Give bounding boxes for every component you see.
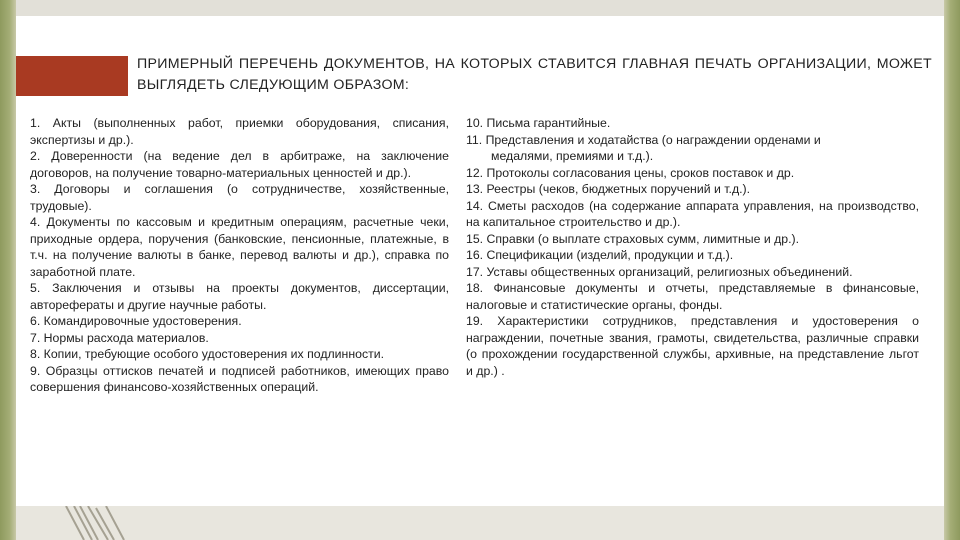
list-item: 5. Заключения и отзывы на проекты документов, диссертации, авторефераты и другие научные работы. xyxy=(30,281,449,312)
diagonal-lines-decoration xyxy=(16,506,944,540)
list-item: 13. Реестры (чеков, бюджетных поручений и т.д.). xyxy=(466,182,751,196)
list-item: 17. Уставы общественных организаций, религиозных объединений. xyxy=(466,264,853,279)
list-item: 14. Сметы расходов (на содержание аппарата управления, на производство, на капитальное строительство и др.). xyxy=(466,198,919,229)
left-frame-decoration xyxy=(0,0,16,540)
title-accent-bar xyxy=(16,56,128,96)
list-item: 8. Копии, требующие особого удостоверения их подлинности. xyxy=(30,347,385,361)
list-item: 4. Документы по кассовым и кредитным операциям, расчетные чеки, приходные ордера, поручения (банковские, пенсионные, платежные, в т.ч. на получение валюты в банке, перевод валюты и др.), справка по заработной плате. xyxy=(30,215,449,279)
list-item-continuation: медалями, премиями и т.д.). xyxy=(491,149,654,163)
list-item: 16. Спецификации (изделий, продукции и т.д.). xyxy=(466,248,734,262)
right-frame-decoration xyxy=(944,0,960,540)
list-item: 6. Командировочные удостоверения. xyxy=(30,314,242,328)
list-item: 11. Представления и ходатайства (о награждении орденами и xyxy=(466,132,821,147)
list-item: 7. Нормы расхода материалов. xyxy=(30,330,209,345)
list-item: 19. Характеристики сотрудников, представления и удостоверения о награждении, почетные звания, грамоты, свидетельства, различные справки (о прохождении государственной службы, архивные, на представление льгот и др.) . xyxy=(466,314,919,378)
list-item: 18. Финансовые документы и отчеты, представляемые в финансовые, налоговые и статистические органы, фонды. xyxy=(466,281,919,312)
list-item: 2. Доверенности (на ведение дел в арбитраже, на заключение договоров, на получение товарно-материальных ценностей и др.). xyxy=(30,149,449,180)
list-item: 1. Акты (выполненных работ, приемки оборудования, списания, экспертизы и др.). xyxy=(30,116,449,147)
left-column xyxy=(30,115,449,396)
list-item: 10. Письма гарантийные. xyxy=(466,116,611,130)
bottom-decoration-band xyxy=(16,506,944,540)
list-item: 12. Протоколы согласования цены, сроков поставок и др. xyxy=(466,165,795,180)
list-item: 3. Договоры и соглашения (о сотрудничестве, хозяйственные, трудовые). xyxy=(30,182,449,213)
list-item: 15. Справки (о выплате страховых сумм, лимитные и др.). xyxy=(466,231,800,246)
top-frame-decoration xyxy=(16,0,944,16)
right-column xyxy=(466,115,919,379)
list-item: 9. Образцы оттисков печатей и подписей работников, имеющих право совершения финансово-хозяйственных операций. xyxy=(30,363,449,394)
slide-title: ПРИМЕРНЫЙ ПЕРЕЧЕНЬ ДОКУМЕНТОВ, НА КОТОРЫХ СТАВИТСЯ ГЛАВНАЯ ПЕЧАТЬ ОРГАНИЗАЦИИ, МОЖЕТ ВЫГЛЯДЕТЬ СЛЕДУЮЩИМ ОБРАЗОМ: xyxy=(137,56,932,93)
